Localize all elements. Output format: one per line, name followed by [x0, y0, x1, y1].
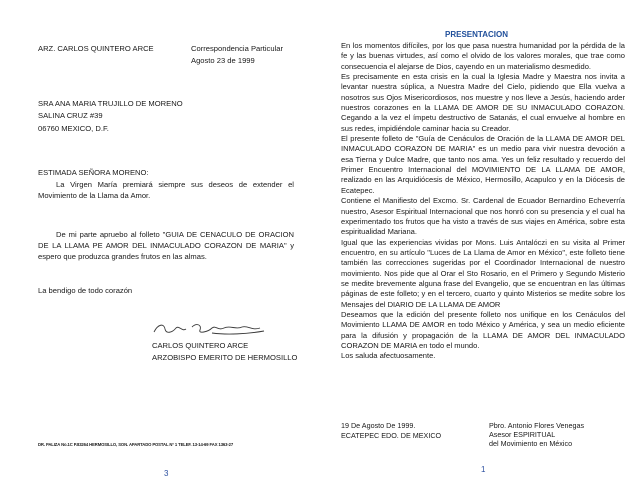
- body-paragraph: El presente folleto de "Guía de Cenáculos de Oración de la LLAMA DE AMOR DEL INMACULADO CORAZON DE MARIA" es un medio para vivir nuestra devoción a esa Tierna y Dulce Madre, que tanto nos ama. Yes un feliz resultado y recuerdo del Primer Encuentro Internacional del MOVIMIENTO DE LA LLAMA DE AMOR, realizado en las Arquidiócesis de México, Hermosillo, Acapulco y en la Diócesis de Ecatepec.: [341, 134, 625, 195]
- right-signer-name: Pbro. Antonio Flores Venegas: [489, 421, 585, 430]
- correspondence-label: Correspondencia Particular: [191, 44, 284, 53]
- body-paragraph: Igual que las experiencias vividas por Mons. Luis Antalóczi en su visita al Primer encuentro, en su artículo "Luces de La Llama de Amor en México", este folleto tiene también las correcciones sugeridas por el Coordinador Internacional de nuestro movimiento. Nos pide que al Orar el Sto Rosario, en el Primero y Segundo Misterio se medite brevemente alguna frase del Evangelio, que se encuentran en las últimas páginas de este folleto; y en el tercero, cuarto y quinto Misterios se medite sobre los Mensajes del DIARIO DE LA LLAMA DE AMOR: [341, 237, 625, 309]
- recipient-street: SALINA CRUZ #39: [38, 111, 103, 120]
- body-paragraph: Es precisamente en esta crisis en la cual la Iglesia Madre y Maestra nos invita a levantar nuestra súplica, a Nuestra Madre del Cielo, pidiendo que Ella vuelva a nosotros sus Ojos Misericordiosos, nos muestre y nos lleve a Jesús, haciendo arder nuestros corazones en la LLAMA DE AMOR DE SU INMACULADO CORAZON. Cegando a la vez el ímpetu destructivo de Satanás, el cual envuelve al hombre en sus redes, impidiéndole caminar hacia su Creador.: [341, 72, 625, 133]
- signature-icon: [152, 320, 267, 338]
- recipient-city: 06760 MEXICO, D.F.: [38, 124, 109, 133]
- sender-line: ARZ. CARLOS QUINTERO ARCE: [38, 44, 154, 53]
- body-paragraph: Los saluda afectuosamente.: [341, 351, 436, 361]
- greeting: ESTIMADA SEÑORA MORENO:: [38, 168, 149, 177]
- signer-name: CARLOS QUINTERO ARCE: [152, 341, 249, 350]
- page-number: 1: [481, 465, 486, 474]
- footer-address: DR. PALIZA No.1C P.83264 HERMOSILLO, SON. APARTADO POSTAL Nº 1 TELEF. 13-14-69 FAX 1363-27: [38, 442, 234, 447]
- letter-paragraph-1: La Virgen María premiará siempre sus deseos de extender el Movimiento de la Llama da Amor.: [38, 180, 294, 200]
- page-number: 3: [164, 469, 169, 478]
- letter-paragraph-2: De mi parte apruebo al folleto "GUIA DE CENACULO DE ORACION DE LA LLAMA PE AMOR DEL INMACULADO CORAZON DE MARIA" y espero que produzca grandes frutos en las almas.: [38, 230, 294, 261]
- signer-title: ARZOBISPO EMERITO DE HERMOSILLO: [152, 353, 298, 362]
- sign-date: 19 De Agosto De 1999.: [341, 421, 416, 430]
- presentation-body: [341, 41, 625, 362]
- right-page: [319, 0, 638, 493]
- body-paragraph: En los momentos difíciles, por los que pasa nuestra humanidad por la pérdida de la fe y las buenas virtudes, así como el olvido de los valores morales, que trae como consecuencia el alejarse de Dios, cayendo en un materialismo desmedido.: [341, 41, 625, 71]
- right-signer-movement: del Movimiento en México: [489, 439, 573, 448]
- page-title: PRESENTACION: [445, 30, 508, 39]
- recipient-name: SRA ANA MARIA TRUJILLO DE MORENO: [38, 99, 183, 108]
- right-signer-role: Asesor ESPIRITUAL: [489, 430, 556, 439]
- sign-place: ECATEPEC EDO. DE MEXICO: [341, 431, 442, 440]
- closing: La bendigo de todo corazón: [38, 286, 133, 295]
- body-paragraph: Deseamos que la edición del presente folleto nos unifique en los Cenáculos del Movimiento LLAMA DE AMOR en todo México y América, y sea un medio eficiente para la difusión y propagación de la LLAMA DE AMOR DEL INMACULADO CORAZON DE MARIA en todo el mundo.: [341, 309, 625, 350]
- letter-date: Agosto 23 de 1999: [191, 56, 255, 65]
- body-paragraph: Contiene el Manifiesto del Excmo. Sr. Cardenal de Ecuador Bernardino Echeverría nuestro, Asesor Espiritual Internacional que nos honró con su presencia y el cual ha experimentado tos frutos que ha visto a través de sus viajes en América, sobre esta espiritualidad Mariana.: [341, 196, 625, 237]
